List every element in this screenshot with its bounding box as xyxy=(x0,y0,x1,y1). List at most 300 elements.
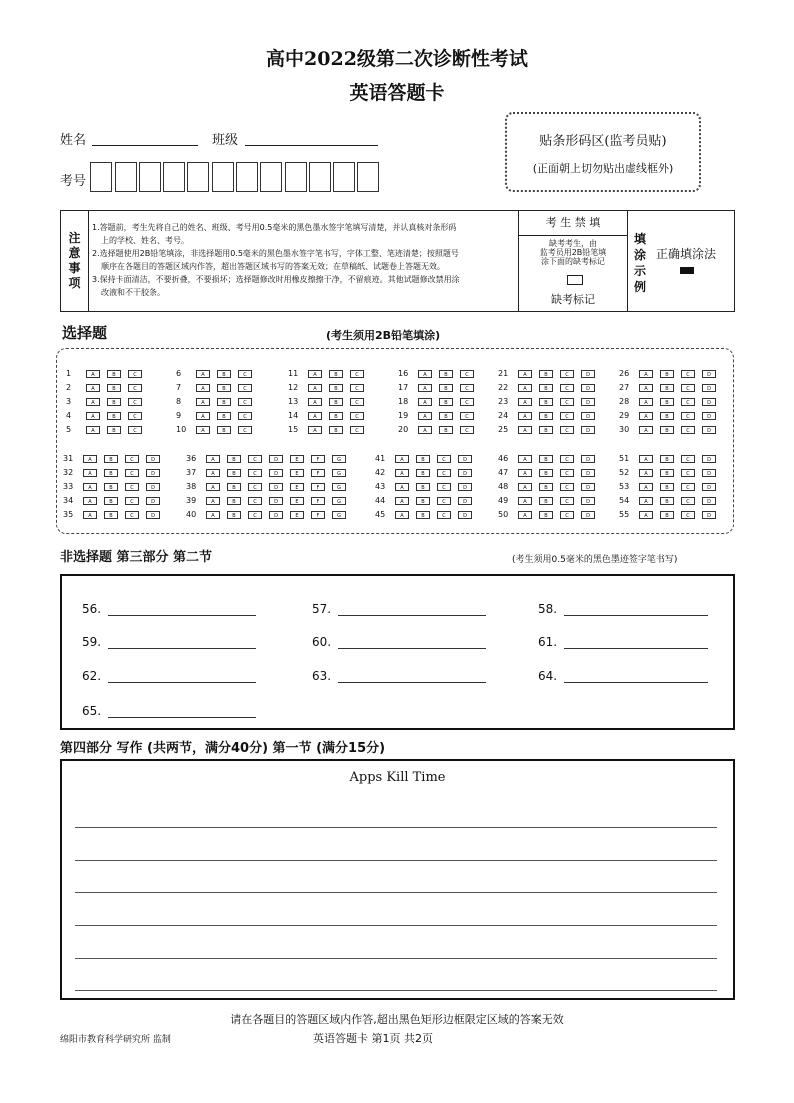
answer-bubble-52-D[interactable]: D xyxy=(702,469,716,477)
question-row-55 xyxy=(619,508,723,521)
answer-bubble-9-A[interactable]: A xyxy=(196,412,210,420)
answer-bubble-45-A[interactable]: A xyxy=(395,511,409,519)
answer-bubble-19-A[interactable]: A xyxy=(418,412,432,420)
answer-bubble-28-C[interactable]: C xyxy=(681,398,695,406)
answer-bubble-17-B[interactable]: B xyxy=(439,384,453,392)
answer-bubble-23-D[interactable]: D xyxy=(581,398,595,406)
answer-bubble-15-C[interactable]: C xyxy=(350,426,364,434)
answer-bubble-6-B[interactable]: B xyxy=(217,370,231,378)
answer-bubble-49-C[interactable]: C xyxy=(560,497,574,505)
answer-bubble-21-D[interactable]: D xyxy=(581,370,595,378)
question-row-42 xyxy=(375,466,479,479)
question-row-40 xyxy=(186,508,353,521)
answer-bubble-43-B[interactable]: B xyxy=(416,483,430,491)
absent-mark-box[interactable] xyxy=(567,275,583,285)
page-title: 高中2022级第二次诊断性考试 xyxy=(266,48,528,70)
fill-item-answer-line[interactable] xyxy=(564,615,708,616)
answer-bubble-41-D[interactable]: D xyxy=(458,455,472,463)
answer-bubble-39-D[interactable]: D xyxy=(269,497,283,505)
question-row-8 xyxy=(176,395,259,408)
fill-item-answer-line[interactable] xyxy=(108,648,256,649)
answer-bubble-17-A[interactable]: A xyxy=(418,384,432,392)
answer-bubble-12-B[interactable]: B xyxy=(329,384,343,392)
answer-bubble-25-C[interactable]: C xyxy=(560,426,574,434)
question-row-44 xyxy=(375,494,479,507)
answer-bubble-39-A[interactable]: A xyxy=(206,497,220,505)
answer-bubble-4-B[interactable]: B xyxy=(107,412,121,420)
answer-bubble-30-B[interactable]: B xyxy=(660,426,674,434)
answer-bubble-48-D[interactable]: D xyxy=(581,483,595,491)
question-number: 24 xyxy=(498,411,509,420)
answer-bubble-25-A[interactable]: A xyxy=(518,426,532,434)
question-row-45 xyxy=(375,508,479,521)
answer-bubble-2-A[interactable]: A xyxy=(86,384,100,392)
answer-bubble-4-A[interactable]: A xyxy=(86,412,100,420)
answer-bubble-36-G[interactable]: G xyxy=(332,455,346,463)
answer-bubble-27-B[interactable]: B xyxy=(660,384,674,392)
answer-bubble-5-A[interactable]: A xyxy=(86,426,100,434)
answer-bubble-20-C[interactable]: C xyxy=(460,426,474,434)
answer-bubble-48-C[interactable]: C xyxy=(560,483,574,491)
answer-bubble-49-B[interactable]: B xyxy=(539,497,553,505)
answer-bubble-27-C[interactable]: C xyxy=(681,384,695,392)
fill-item-label: 60. xyxy=(312,635,332,649)
answer-bubble-38-C[interactable]: C xyxy=(248,483,262,491)
fill-item-answer-line[interactable] xyxy=(564,682,708,683)
answer-bubble-25-D[interactable]: D xyxy=(581,426,595,434)
answer-bubble-14-C[interactable]: C xyxy=(350,412,364,420)
question-number: 21 xyxy=(498,369,509,378)
answer-bubble-11-C[interactable]: C xyxy=(350,370,364,378)
answer-bubble-11-B[interactable]: B xyxy=(329,370,343,378)
answer-bubble-53-A[interactable]: A xyxy=(639,483,653,491)
question-row-52 xyxy=(619,466,723,479)
answer-bubble-39-E[interactable]: E xyxy=(290,497,304,505)
answer-bubble-10-B[interactable]: B xyxy=(217,426,231,434)
answer-bubble-37-B[interactable]: B xyxy=(227,469,241,477)
fill-item-answer-line[interactable] xyxy=(338,615,486,616)
answer-bubble-8-C[interactable]: C xyxy=(238,398,252,406)
question-row-18 xyxy=(398,395,481,408)
answer-bubble-40-D[interactable]: D xyxy=(269,511,283,519)
answer-bubble-22-A[interactable]: A xyxy=(518,384,532,392)
answer-bubble-47-D[interactable]: D xyxy=(581,469,595,477)
answer-bubble-32-C[interactable]: C xyxy=(125,469,139,477)
footer-page: 英语答题卡 第1页 共2页 xyxy=(313,1032,433,1045)
question-number: 12 xyxy=(288,383,299,392)
fill-item-label: 64. xyxy=(538,669,558,683)
answer-bubble-47-A[interactable]: A xyxy=(518,469,532,477)
answer-bubble-4-C[interactable]: C xyxy=(128,412,142,420)
answer-bubble-29-A[interactable]: A xyxy=(639,412,653,420)
answer-bubble-36-E[interactable]: E xyxy=(290,455,304,463)
answer-bubble-51-D[interactable]: D xyxy=(702,455,716,463)
answer-bubble-1-C[interactable]: C xyxy=(128,370,142,378)
answer-bubble-36-B[interactable]: B xyxy=(227,455,241,463)
answer-bubble-38-B[interactable]: B xyxy=(227,483,241,491)
answer-bubble-23-C[interactable]: C xyxy=(560,398,574,406)
absent-mark-label: 缺考标记 xyxy=(551,293,595,306)
question-row-10 xyxy=(176,423,259,436)
question-row-23 xyxy=(498,395,602,408)
name-label: 姓名 xyxy=(60,133,87,148)
answer-bubble-31-A[interactable]: A xyxy=(83,455,97,463)
question-row-32 xyxy=(63,466,167,479)
answer-bubble-54-C[interactable]: C xyxy=(681,497,695,505)
answer-bubble-3-C[interactable]: C xyxy=(128,398,142,406)
question-number: 23 xyxy=(498,397,509,406)
answer-bubble-19-B[interactable]: B xyxy=(439,412,453,420)
answer-bubble-13-B[interactable]: B xyxy=(329,398,343,406)
answer-bubble-32-D[interactable]: D xyxy=(146,469,160,477)
answer-bubble-9-B[interactable]: B xyxy=(217,412,231,420)
answer-bubble-36-A[interactable]: A xyxy=(206,455,220,463)
answer-bubble-12-C[interactable]: C xyxy=(350,384,364,392)
question-number: 15 xyxy=(288,425,299,434)
answer-bubble-46-A[interactable]: A xyxy=(518,455,532,463)
answer-bubble-15-B[interactable]: B xyxy=(329,426,343,434)
answer-bubble-43-D[interactable]: D xyxy=(458,483,472,491)
answer-bubble-40-C[interactable]: C xyxy=(248,511,262,519)
answer-bubble-31-B[interactable]: B xyxy=(104,455,118,463)
answer-bubble-33-D[interactable]: D xyxy=(146,483,160,491)
answer-bubble-38-F[interactable]: F xyxy=(311,483,325,491)
class-field[interactable] xyxy=(245,144,378,146)
answer-bubble-36-C[interactable]: C xyxy=(248,455,262,463)
answer-bubble-21-B[interactable]: B xyxy=(539,370,553,378)
answer-bubble-29-D[interactable]: D xyxy=(702,412,716,420)
answer-bubble-49-A[interactable]: A xyxy=(518,497,532,505)
answer-bubble-34-D[interactable]: D xyxy=(146,497,160,505)
answer-bubble-11-A[interactable]: A xyxy=(308,370,322,378)
answer-bubble-6-A[interactable]: A xyxy=(196,370,210,378)
answer-bubble-39-G[interactable]: G xyxy=(332,497,346,505)
answer-bubble-35-C[interactable]: C xyxy=(125,511,139,519)
answer-bubble-13-A[interactable]: A xyxy=(308,398,322,406)
question-row-4 xyxy=(66,409,149,422)
answer-bubble-23-A[interactable]: A xyxy=(518,398,532,406)
question-row-24 xyxy=(498,409,602,422)
fill-item-answer-line[interactable] xyxy=(108,717,256,718)
answer-bubble-50-B[interactable]: B xyxy=(539,511,553,519)
answer-bubble-30-D[interactable]: D xyxy=(702,426,716,434)
answer-bubble-54-B[interactable]: B xyxy=(660,497,674,505)
question-number: 4 xyxy=(66,411,72,420)
answer-bubble-9-C[interactable]: C xyxy=(238,412,252,420)
question-number: 54 xyxy=(619,496,630,505)
answer-bubble-26-C[interactable]: C xyxy=(681,370,695,378)
footer-org: 绵阳市教育科学研究所 监制 xyxy=(60,1035,171,1045)
question-row-26 xyxy=(619,367,723,380)
answer-bubble-32-B[interactable]: B xyxy=(104,469,118,477)
answer-bubble-34-C[interactable]: C xyxy=(125,497,139,505)
question-number: 37 xyxy=(186,468,197,477)
question-row-12 xyxy=(288,381,371,394)
answer-bubble-39-C[interactable]: C xyxy=(248,497,262,505)
answer-bubble-44-D[interactable]: D xyxy=(458,497,472,505)
notes-label: 注 意 事 项 xyxy=(61,211,89,311)
answer-bubble-18-B[interactable]: B xyxy=(439,398,453,406)
answer-bubble-8-B[interactable]: B xyxy=(217,398,231,406)
question-number: 14 xyxy=(288,411,299,420)
question-row-38 xyxy=(186,480,353,493)
answer-bubble-30-C[interactable]: C xyxy=(681,426,695,434)
answer-bubble-43-C[interactable]: C xyxy=(437,483,451,491)
answer-bubble-35-A[interactable]: A xyxy=(83,511,97,519)
answer-bubble-53-C[interactable]: C xyxy=(681,483,695,491)
answer-bubble-38-G[interactable]: G xyxy=(332,483,346,491)
answer-bubble-44-C[interactable]: C xyxy=(437,497,451,505)
answer-bubble-31-C[interactable]: C xyxy=(125,455,139,463)
answer-bubble-45-D[interactable]: D xyxy=(458,511,472,519)
question-row-41 xyxy=(375,452,479,465)
question-number: 38 xyxy=(186,482,197,491)
fill-item-answer-line[interactable] xyxy=(338,682,486,683)
answer-bubble-55-A[interactable]: A xyxy=(639,511,653,519)
question-row-46 xyxy=(498,452,602,465)
question-row-17 xyxy=(398,381,481,394)
answer-bubble-28-B[interactable]: B xyxy=(660,398,674,406)
answer-bubble-7-C[interactable]: C xyxy=(238,384,252,392)
question-row-22 xyxy=(498,381,602,394)
answer-bubble-14-B[interactable]: B xyxy=(329,412,343,420)
fill-item-answer-line[interactable] xyxy=(338,648,486,649)
question-row-47 xyxy=(498,466,602,479)
answer-bubble-39-F[interactable]: F xyxy=(311,497,325,505)
answer-bubble-42-C[interactable]: C xyxy=(437,469,451,477)
answer-bubble-34-A[interactable]: A xyxy=(83,497,97,505)
answer-bubble-43-A[interactable]: A xyxy=(395,483,409,491)
fill-item-answer-line[interactable] xyxy=(108,682,256,683)
question-number: 13 xyxy=(288,397,299,406)
question-number: 36 xyxy=(186,454,197,463)
answer-bubble-18-C[interactable]: C xyxy=(460,398,474,406)
question-number: 32 xyxy=(63,468,74,477)
question-number: 11 xyxy=(288,369,299,378)
answer-bubble-25-B[interactable]: B xyxy=(539,426,553,434)
question-row-19 xyxy=(398,409,481,422)
answer-bubble-8-A[interactable]: A xyxy=(196,398,210,406)
class-label: 班级 xyxy=(212,133,239,148)
answer-bubble-47-B[interactable]: B xyxy=(539,469,553,477)
answer-bubble-34-B[interactable]: B xyxy=(104,497,118,505)
question-number: 30 xyxy=(619,425,630,434)
answer-bubble-37-E[interactable]: E xyxy=(290,469,304,477)
answer-bubble-47-C[interactable]: C xyxy=(560,469,574,477)
filled-bubble-example xyxy=(680,267,694,274)
question-number: 5 xyxy=(66,425,72,434)
answer-bubble-35-B[interactable]: B xyxy=(104,511,118,519)
answer-bubble-37-A[interactable]: A xyxy=(206,469,220,477)
answer-bubble-45-C[interactable]: C xyxy=(437,511,451,519)
answer-bubble-54-A[interactable]: A xyxy=(639,497,653,505)
answer-bubble-55-B[interactable]: B xyxy=(660,511,674,519)
answer-bubble-29-C[interactable]: C xyxy=(681,412,695,420)
answer-bubble-29-B[interactable]: B xyxy=(660,412,674,420)
answer-bubble-26-D[interactable]: D xyxy=(702,370,716,378)
answer-bubble-20-B[interactable]: B xyxy=(439,426,453,434)
answer-bubble-52-C[interactable]: C xyxy=(681,469,695,477)
answer-bubble-38-D[interactable]: D xyxy=(269,483,283,491)
answer-bubble-46-B[interactable]: B xyxy=(539,455,553,463)
answer-bubble-32-A[interactable]: A xyxy=(83,469,97,477)
fill-item-label: 63. xyxy=(312,669,332,683)
question-number: 49 xyxy=(498,496,509,505)
fill-item-label: 57. xyxy=(312,602,332,616)
question-number: 50 xyxy=(498,510,509,519)
answer-bubble-53-B[interactable]: B xyxy=(660,483,674,491)
answer-bubble-35-D[interactable]: D xyxy=(146,511,160,519)
answer-bubble-16-C[interactable]: C xyxy=(460,370,474,378)
answer-bubble-30-A[interactable]: A xyxy=(639,426,653,434)
answer-bubble-22-D[interactable]: D xyxy=(581,384,595,392)
answer-bubble-42-D[interactable]: D xyxy=(458,469,472,477)
question-number: 3 xyxy=(66,397,72,406)
answer-bubble-24-C[interactable]: C xyxy=(560,412,574,420)
answer-bubble-13-C[interactable]: C xyxy=(350,398,364,406)
answer-bubble-2-C[interactable]: C xyxy=(128,384,142,392)
answer-bubble-41-C[interactable]: C xyxy=(437,455,451,463)
answer-bubble-51-C[interactable]: C xyxy=(681,455,695,463)
answer-bubble-51-B[interactable]: B xyxy=(660,455,674,463)
answer-bubble-1-A[interactable]: A xyxy=(86,370,100,378)
answer-bubble-55-C[interactable]: C xyxy=(681,511,695,519)
answer-bubble-5-C[interactable]: C xyxy=(128,426,142,434)
answer-bubble-27-D[interactable]: D xyxy=(702,384,716,392)
answer-bubble-10-C[interactable]: C xyxy=(238,426,252,434)
answer-bubble-22-C[interactable]: C xyxy=(560,384,574,392)
answer-bubble-36-F[interactable]: F xyxy=(311,455,325,463)
question-row-14 xyxy=(288,409,371,422)
question-number: 6 xyxy=(176,369,182,378)
answer-bubble-12-A[interactable]: A xyxy=(308,384,322,392)
answer-bubble-52-A[interactable]: A xyxy=(639,469,653,477)
answer-bubble-33-A[interactable]: A xyxy=(83,483,97,491)
answer-bubble-6-C[interactable]: C xyxy=(238,370,252,378)
answer-bubble-40-A[interactable]: A xyxy=(206,511,220,519)
answer-bubble-38-E[interactable]: E xyxy=(290,483,304,491)
fill-example-label: 填 涂 示 例 xyxy=(633,232,646,294)
name-field[interactable] xyxy=(92,144,198,146)
answer-bubble-26-B[interactable]: B xyxy=(660,370,674,378)
answer-bubble-40-E[interactable]: E xyxy=(290,511,304,519)
answer-bubble-2-B[interactable]: B xyxy=(107,384,121,392)
answer-bubble-28-D[interactable]: D xyxy=(702,398,716,406)
answer-bubble-27-A[interactable]: A xyxy=(639,384,653,392)
question-number: 51 xyxy=(619,454,630,463)
answer-bubble-37-C[interactable]: C xyxy=(248,469,262,477)
answer-bubble-39-B[interactable]: B xyxy=(227,497,241,505)
question-number: 42 xyxy=(375,468,386,477)
answer-bubble-16-A[interactable]: A xyxy=(418,370,432,378)
answer-bubble-41-A[interactable]: A xyxy=(395,455,409,463)
answer-bubble-45-B[interactable]: B xyxy=(416,511,430,519)
answer-bubble-7-B[interactable]: B xyxy=(217,384,231,392)
answer-bubble-42-A[interactable]: A xyxy=(395,469,409,477)
answer-bubble-24-B[interactable]: B xyxy=(539,412,553,420)
answer-bubble-50-D[interactable]: D xyxy=(581,511,595,519)
answer-bubble-1-B[interactable]: B xyxy=(107,370,121,378)
answer-bubble-28-A[interactable]: A xyxy=(639,398,653,406)
answer-bubble-40-G[interactable]: G xyxy=(332,511,346,519)
absent-panel xyxy=(518,211,628,311)
answer-bubble-37-G[interactable]: G xyxy=(332,469,346,477)
question-row-37 xyxy=(186,466,353,479)
answer-bubble-49-D[interactable]: D xyxy=(581,497,595,505)
answer-bubble-5-B[interactable]: B xyxy=(107,426,121,434)
question-row-2 xyxy=(66,381,149,394)
answer-bubble-16-B[interactable]: B xyxy=(439,370,453,378)
answer-bubble-38-A[interactable]: A xyxy=(206,483,220,491)
answer-bubble-15-A[interactable]: A xyxy=(308,426,322,434)
answer-bubble-46-C[interactable]: C xyxy=(560,455,574,463)
answer-bubble-24-D[interactable]: D xyxy=(581,412,595,420)
question-number: 40 xyxy=(186,510,197,519)
answer-bubble-33-C[interactable]: C xyxy=(125,483,139,491)
answer-bubble-26-A[interactable]: A xyxy=(639,370,653,378)
answer-bubble-18-A[interactable]: A xyxy=(418,398,432,406)
answer-bubble-20-A[interactable]: A xyxy=(418,426,432,434)
answer-bubble-41-B[interactable]: B xyxy=(416,455,430,463)
answer-bubble-37-F[interactable]: F xyxy=(311,469,325,477)
answer-bubble-21-C[interactable]: C xyxy=(560,370,574,378)
answer-bubble-14-A[interactable]: A xyxy=(308,412,322,420)
question-number: 17 xyxy=(398,383,409,392)
answer-bubble-44-B[interactable]: B xyxy=(416,497,430,505)
answer-bubble-36-D[interactable]: D xyxy=(269,455,283,463)
fill-item-answer-line[interactable] xyxy=(564,648,708,649)
answer-bubble-52-B[interactable]: B xyxy=(660,469,674,477)
answer-bubble-19-C[interactable]: C xyxy=(460,412,474,420)
answer-bubble-44-A[interactable]: A xyxy=(395,497,409,505)
answer-bubble-42-B[interactable]: B xyxy=(416,469,430,477)
question-row-5 xyxy=(66,423,149,436)
answer-bubble-10-A[interactable]: A xyxy=(196,426,210,434)
answer-bubble-3-B[interactable]: B xyxy=(107,398,121,406)
answer-bubble-54-D[interactable]: D xyxy=(702,497,716,505)
question-row-3 xyxy=(66,395,149,408)
answer-bubble-7-A[interactable]: A xyxy=(196,384,210,392)
answer-bubble-33-B[interactable]: B xyxy=(104,483,118,491)
answer-bubble-40-F[interactable]: F xyxy=(311,511,325,519)
answer-bubble-23-B[interactable]: B xyxy=(539,398,553,406)
answer-bubble-51-A[interactable]: A xyxy=(639,455,653,463)
answer-bubble-17-C[interactable]: C xyxy=(460,384,474,392)
answer-bubble-31-D[interactable]: D xyxy=(146,455,160,463)
answer-bubble-50-C[interactable]: C xyxy=(560,511,574,519)
answer-bubble-40-B[interactable]: B xyxy=(227,511,241,519)
question-row-7 xyxy=(176,381,259,394)
question-row-21 xyxy=(498,367,602,380)
answer-bubble-48-A[interactable]: A xyxy=(518,483,532,491)
answer-bubble-55-D[interactable]: D xyxy=(702,511,716,519)
answer-bubble-37-D[interactable]: D xyxy=(269,469,283,477)
fill-item-label: 58. xyxy=(538,602,558,616)
answer-bubble-53-D[interactable]: D xyxy=(702,483,716,491)
question-number: 29 xyxy=(619,411,630,420)
answer-bubble-24-A[interactable]: A xyxy=(518,412,532,420)
answer-bubble-48-B[interactable]: B xyxy=(539,483,553,491)
footer-warning: 请在各题目的答题区域内作答,超出黑色矩形边框限定区域的答案无效 xyxy=(230,1013,564,1026)
answer-bubble-50-A[interactable]: A xyxy=(518,511,532,519)
answer-bubble-21-A[interactable]: A xyxy=(518,370,532,378)
fill-item-answer-line[interactable] xyxy=(108,615,256,616)
fill-answer-box xyxy=(60,574,735,730)
question-row-27 xyxy=(619,381,723,394)
answer-bubble-3-A[interactable]: A xyxy=(86,398,100,406)
answer-bubble-22-B[interactable]: B xyxy=(539,384,553,392)
answer-bubble-46-D[interactable]: D xyxy=(581,455,595,463)
